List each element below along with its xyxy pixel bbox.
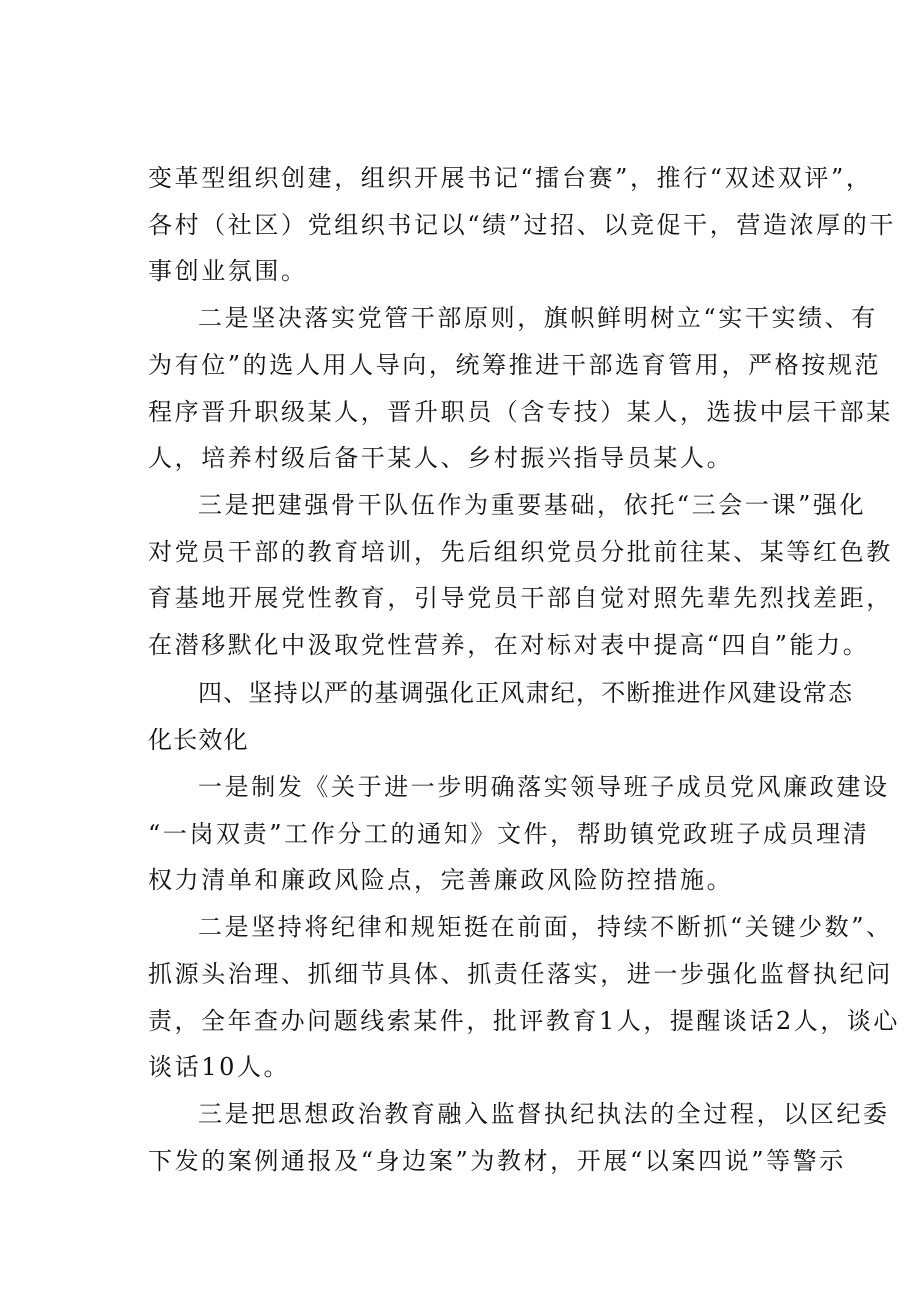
paragraph-line: 为有位”的选人用人导向，统筹推进干部选育管用，严格按规范 bbox=[148, 351, 882, 379]
paragraph-line: 一是制发《关于进一步明确落实领导班子成员党风廉政建设 bbox=[198, 773, 890, 801]
paragraph-line: “一岗双责”工作分工的通知》文件，帮助镇党政班子成员理清 bbox=[148, 820, 870, 848]
paragraph-line: 谈话10人。 bbox=[148, 1053, 291, 1081]
paragraph-line: 二是坚决落实党管干部原则，旗帜鲜明树立“实干实绩、有 bbox=[198, 304, 878, 332]
paragraph-line: 对党员干部的教育培训，先后组织党员分批前往某、某等红色教 bbox=[148, 538, 893, 566]
paragraph-line: 下发的案例通报及“身边案”为教材，开展“以案四说”等警示 bbox=[148, 1147, 846, 1175]
paragraph-line: 三是把思想政治教育融入监督执纪执法的全过程，以区纪委 bbox=[198, 1100, 890, 1128]
section-heading-line: 四、坚持以严的基调强化正风肃纪，不断推进作风建设常态 bbox=[198, 679, 854, 707]
paragraph-line: 在潜移默化中汲取党性营养，在对标对表中提高“四自”能力。 bbox=[148, 631, 870, 659]
paragraph-line: 三是把建强骨干队伍作为重要基础，依托“三会一课”强化 bbox=[198, 491, 867, 519]
paragraph-line: 各村（社区）党组织书记以“绩”过招、以竞促干，营造浓厚的干 bbox=[148, 211, 896, 239]
paragraph-line: 变革型组织创建，组织开展书记“擂台赛”，推行“双述双评”， bbox=[148, 164, 873, 192]
paragraph-line: 事创业氛围。 bbox=[148, 257, 308, 285]
paragraph-line: 抓源头治理、抓细节具体、抓责任落实，进一步强化监督执纪问 bbox=[148, 960, 893, 988]
paragraph-line: 二是坚持将纪律和规矩挺在前面，持续不断抓“关键少数”、 bbox=[198, 913, 893, 941]
paragraph-line: 责，全年查办问题线索某件，批评教育1人，提醒谈话2人，谈心 bbox=[148, 1007, 900, 1035]
paragraph-line: 程序晋升职级某人，晋升职员（含专技）某人，选拔中层干部某 bbox=[148, 398, 893, 426]
paragraph-line: 育基地开展党性教育，引导党员干部自觉对照先辈先烈找差距， bbox=[148, 584, 893, 612]
section-heading-line: 化长效化 bbox=[148, 726, 249, 754]
paragraph-line: 权力清单和廉政风险点，完善廉政风险防控措施。 bbox=[148, 866, 734, 894]
paragraph-line: 人，培养村级后备干某人、乡村振兴指导员某人。 bbox=[148, 444, 734, 472]
